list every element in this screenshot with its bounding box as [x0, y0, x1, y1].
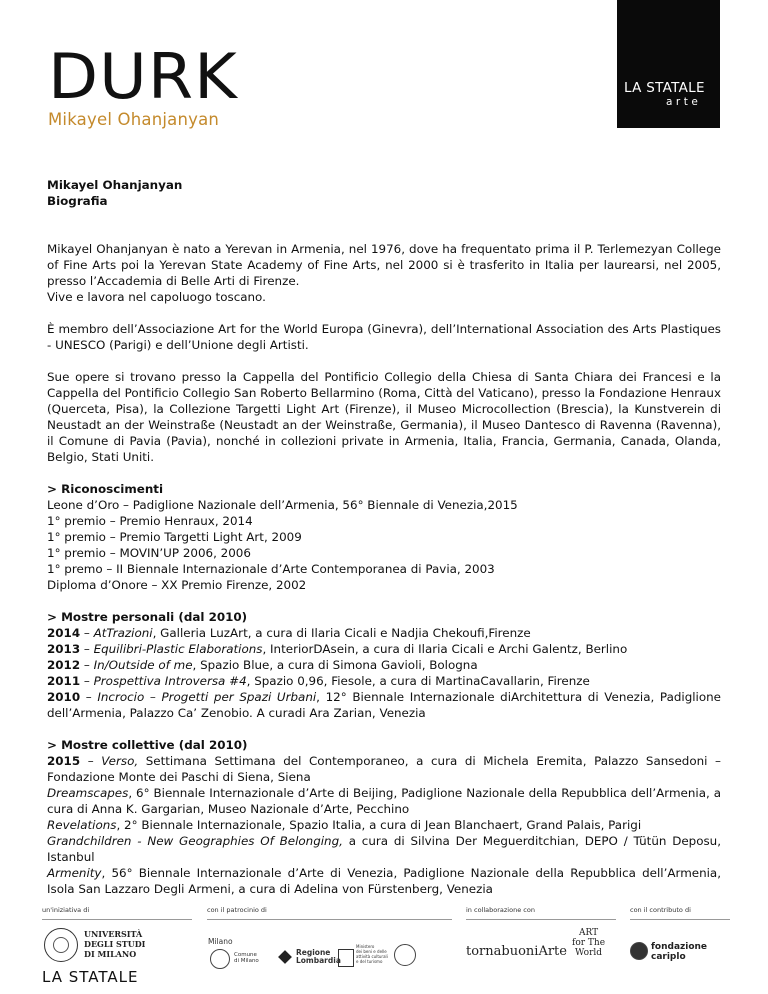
riconoscimento-item: 1° premio – Premio Targetti Light Art, 2009	[47, 530, 302, 544]
exhibition-entry	[47, 625, 721, 641]
bio-paragraph-2: È membro dell’Associazione Art for the World Europa (Ginevra), dell’International Association des Arts Plastiques - UNESCO (Parigi) e dell’Unione degli Artisti.	[47, 322, 721, 352]
collettive-list	[47, 753, 721, 897]
comune-label: Comune di Milano	[234, 952, 259, 964]
exhibition-entry	[47, 865, 721, 897]
exhibition-separator: –	[80, 674, 94, 688]
exhibition-separator: –	[80, 754, 102, 768]
exhibition-title: AtTrazioni	[93, 626, 153, 640]
bio-paragraph-1b: Vive e lavora nel capoluogo toscano.	[47, 290, 266, 304]
footer-col-patrocinio	[207, 906, 267, 914]
exhibition-title: In/Outside of me	[93, 658, 193, 672]
unimi-seal-icon	[44, 928, 78, 962]
exhibition-year: 2014	[47, 626, 81, 640]
regione-label: Regione Lombardia	[296, 948, 341, 965]
personali-list	[47, 625, 721, 721]
label-contributo: con il contributo di	[630, 906, 691, 914]
exhibition-year: 2011	[47, 674, 81, 688]
art-for-the-world-logo: ART for The World	[572, 928, 606, 958]
footer-col-collaborazione	[466, 906, 535, 914]
exhibition-title: Grandchildren - New Geographies Of Belonging,	[47, 834, 343, 848]
riconoscimento-item: 1° premio – MOVIN’UP 2006, 2006	[47, 546, 251, 560]
exhibition-details: , Spazio 0,96, Fiesole, a cura di MartinaCavallarin, Firenze	[246, 674, 590, 688]
exhibition-entry	[47, 641, 721, 657]
armenia-emblem-icon	[394, 944, 416, 966]
bio-paragraph-3: Sue opere si trovano presso la Cappella del Pontificio Collegio della Chiesa di Santa Chiara dei Francesi e la Cappella del Pontificio Collegio San Roberto Bellarmino (Roma, Città del Vaticano), presso la Fondazione Henraux (Querceta, Pisa), la Collezione Targetti Light Art (Firenze), il Museo Microcollection (Brescia), la Kunstverein di Neustadt an der Weinstraße (Neustadt an der Weinstraße, Germania), il Museo Dantesco di Ravenna (Ravenna), il Comune di Pavia (Pavia), nonché in collezioni private in Armenia, Italia, Francia, Germania, Canada, Olanda, Belgio, Stati Uniti.	[47, 370, 721, 464]
la-statale-logo: LA STATALE	[42, 968, 139, 986]
riconoscimento-item: 1° premio – Premio Henraux, 2014	[47, 514, 253, 528]
exhibition-details: a cura di Silvina Der Meguerditchian, DEPO / Tütün Deposu, Istanbul	[47, 834, 721, 864]
exhibition-entry	[47, 817, 721, 833]
exhibition-title: Incrocio – Progetti per Spazi Urbani	[97, 690, 317, 704]
cariplo-icon	[630, 942, 648, 960]
exhibition-details: , Galleria LuzArt, a cura di Ilaria Cicali e Nadjia Chekoufi,Firenze	[152, 626, 531, 640]
exhibition-details: , 6° Biennale Internazionale d’Arte di Beijing, Padiglione Nazionale della Repubblica dell’Armenia, a cura di Anna K. Gargarian, Museo Nazionale d’Arte, Pecchino	[47, 786, 721, 816]
tornabuoni-arte-logo: tornabuoniArte	[466, 944, 567, 959]
exhibition-details: , 2° Biennale Internazionale, Spazio Italia, a cura di Jean Blanchaert, Grand Palais, Parigi	[116, 818, 642, 832]
exhibition-title: Prospettiva Introversa #4	[93, 674, 247, 688]
exhibition-entry	[47, 785, 721, 817]
section-mostre-collettive: > Mostre collettive (dal 2010)	[47, 738, 248, 752]
milano-label: Milano	[208, 937, 233, 946]
badge-line1: LA STATALE	[624, 80, 705, 96]
logo-artist-name: Mikayel Ohanjanyan	[48, 110, 220, 129]
exhibition-title: Equilibri-Plastic Elaborations	[93, 642, 263, 656]
ministero-label: Ministero dei beni e delle attività culturali e del turismo	[356, 944, 388, 964]
badge-line2: arte	[666, 96, 702, 108]
exhibition-year: 2013	[47, 642, 81, 656]
regione-lombardia-icon	[278, 950, 292, 964]
footer-col-iniziativa	[42, 906, 89, 914]
riconoscimento-item: Diploma d’Onore – XX Premio Firenze, 2002	[47, 578, 307, 592]
exhibition-separator: –	[80, 658, 94, 672]
exhibition-year: 2015	[47, 754, 81, 768]
exhibition-separator: –	[80, 690, 98, 704]
exhibition-title: Verso,	[101, 754, 139, 768]
unimi-name: UNIVERSITÀ DEGLI STUDI DI MILANO	[84, 929, 146, 959]
riconoscimento-item: Leone d’Oro – Padiglione Nazionale dell’Armenia, 56° Biennale di Venezia,2015	[47, 498, 518, 512]
exhibition-separator: –	[80, 642, 94, 656]
exhibition-year: 2012	[47, 658, 81, 672]
exhibition-details: , 56° Biennale Internazionale d’Arte di Venezia, Padiglione Nazionale della Repubblica dell’Armenia, Isola San Lazzaro Degli Armeni, a cura di Adelina von Fürstenberg, Venezia	[47, 866, 721, 896]
footer-col-contributo	[630, 906, 691, 914]
durk-logo	[48, 40, 238, 129]
riconoscimenti-list	[47, 497, 721, 593]
label-collaborazione: in collaborazione con	[466, 906, 535, 914]
exhibition-entry	[47, 673, 721, 689]
la-statale-arte-badge	[617, 0, 720, 128]
riconoscimento-item: 1° premo – II Biennale Internazionale d’Arte Contemporanea di Pavia, 2003	[47, 562, 495, 576]
logo-word: DURK	[48, 40, 238, 113]
doc-title-name: Mikayel Ohanjanyan	[47, 178, 183, 192]
exhibition-entry	[47, 753, 721, 785]
doc-title-sub: Biografia	[47, 194, 108, 208]
ministero-icon	[338, 949, 354, 967]
fondazione-cariplo-logo: fondazione cariplo	[651, 942, 708, 962]
section-riconoscimenti: > Riconoscimenti	[47, 482, 164, 496]
exhibition-entry	[47, 689, 721, 721]
exhibition-details: Settimana Settimana del Contemporaneo, a cura di Michela Eremita, Palazzo Sansedoni – Fondazione Monte dei Paschi di Siena, Siena	[47, 754, 721, 784]
exhibition-entry	[47, 833, 721, 865]
label-patrocinio: con il patrocinio di	[207, 906, 267, 914]
sponsor-footer	[42, 906, 732, 994]
exhibition-details: , InteriorDAsein, a cura di Ilaria Cicali e Archi Galentz, Berlino	[262, 642, 628, 656]
section-mostre-personali: > Mostre personali (dal 2010)	[47, 610, 248, 624]
exhibition-details: , 12° Biennale Internazionale diArchitettura di Venezia, Padiglione dell’Armenia, Palazzo Ca’ Zenobio. A curadi Ara Zarian, Venezia	[47, 690, 721, 720]
exhibition-title: Armenity	[47, 866, 102, 880]
exhibition-title: Revelations	[47, 818, 117, 832]
bio-paragraph-1: Mikayel Ohanjanyan è nato a Yerevan in Armenia, nel 1976, dove ha frequentato prima il P. Terlemezyan College of Fine Arts poi la Yerevan State Academy of Fine Arts, nel 2000 si è trasferito in Italia per laurearsi, nel 2005, presso l’Accademia di Belle Arti di Firenze.	[47, 242, 721, 288]
exhibition-title: Dreamscapes	[47, 786, 129, 800]
exhibition-entry	[47, 657, 721, 673]
exhibition-details: , Spazio Blue, a cura di Simona Gavioli, Bologna	[192, 658, 478, 672]
label-iniziativa: un'iniziativa di	[42, 906, 90, 914]
comune-milano-crest-icon	[210, 949, 230, 969]
exhibition-year: 2010	[47, 690, 81, 704]
exhibition-separator: –	[80, 626, 94, 640]
document-body	[47, 177, 721, 897]
